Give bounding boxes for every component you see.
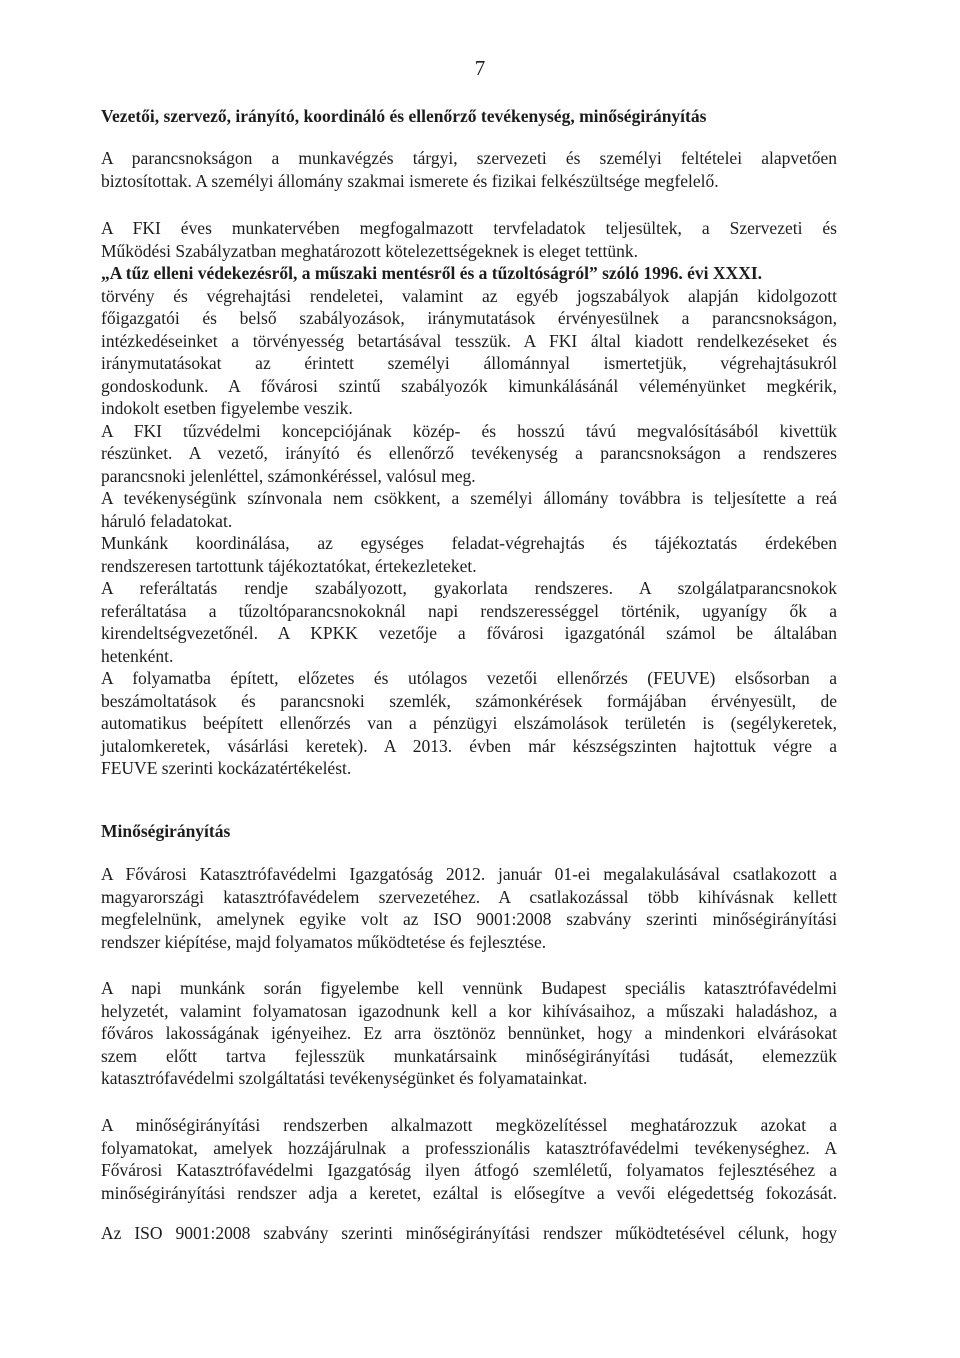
- paragraph-line: A FKI éves munkatervében megfogalmazott tervfeladatok teljesültek, a Szervezeti és: [101, 218, 837, 238]
- paragraph-line: részünket. A vezető, irányító és ellenőrző tevékenység a parancsnokságon a rendszeres: [101, 443, 837, 463]
- paragraph-line: biztosítottak. A személyi állomány szakmai ismerete és fizikai felkészültsége megfelelő.: [101, 170, 719, 191]
- paragraph-line: indokolt esetben figyelembe veszik.: [101, 398, 353, 418]
- section-heading-quality: Minőségirányítás: [101, 821, 231, 841]
- paragraph-line: szem előtt tartva fejlesszük munkatársaink minőségirányítási tudását, elemezzük: [101, 1045, 837, 1066]
- paragraph-line: háruló feladatokat.: [101, 510, 233, 531]
- paragraph-work-plan: [101, 217, 837, 780]
- paragraph-line: jutalomkeretek, vásárlási keretek). A 2013. évben már készségszinten hajtottuk végre a: [101, 735, 837, 756]
- paragraph-line: Az ISO 9001:2008 szabvány szerinti minőségirányítási rendszer működtetésével célunk, hogy: [101, 1223, 837, 1243]
- section-heading-leadership: Vezetői, szervező, irányító, koordináló és ellenőrző tevékenység, minőségirányítás: [101, 106, 707, 126]
- paragraph-line: FEUVE szerinti kockázatértékelést.: [101, 758, 352, 778]
- paragraph-line: Munkánk koordinálása, az egységes feladat-végrehajtás és tájékoztatás érdekében: [101, 533, 837, 553]
- paragraph-line: megfelelnünk, amelynek egyike volt az ISO 9001:2008 szabvány szerinti minőségirányítási: [101, 909, 837, 929]
- paragraph-line: minőségirányítási rendszer adja a keretet, ezáltal is elősegítve a vevői elégedettség fokozását.: [101, 1182, 837, 1203]
- paragraph-line: A folyamatba épített, előzetes és utólagos vezetői ellenőrzés (FEUVE) elsősorban a: [101, 668, 837, 688]
- paragraph-line: folyamatokat, amelyek hozzájárulnak a professzionális katasztrófavédelmi tevékenységhez. A: [101, 1137, 837, 1158]
- paragraph-line: katasztrófavédelmi szolgáltatási tevékenységünket és folyamatainkat.: [101, 1068, 588, 1088]
- paragraph-line: kirendeltségvezetőnél. A KPKK vezetője a fővárosi igazgatónál számol be általában: [101, 623, 837, 643]
- paragraph-line: iránymutatásokat az érintett személyi állománnyal ismertetjük, végrehajtásukról: [101, 353, 837, 373]
- law-title-line: „A tűz elleni védekezésről, a műszaki mentésről és a tűzoltóságról” szóló 1996. évi XXXI.: [101, 263, 763, 283]
- paragraph-line: rendszeresen tartottunk tájékoztatókat, értekezleteket.: [101, 555, 477, 576]
- paragraph-line: referáltatása a tűzoltóparancsnokoknál napi rendszerességgel történik, ugyanígy ők a: [101, 600, 837, 621]
- paragraph-line: A minőségirányítási rendszerben alkalmazott megközelítéssel meghatározzuk azokat a: [101, 1115, 837, 1135]
- paragraph-line: helyzetét, valamint folyamatosan igazodnunk kell a kor kihívásaihoz, a műszaki haladáshoz, a: [101, 1000, 837, 1021]
- page-number: 7: [474, 56, 486, 80]
- paragraph-line: parancsnoki jelenléttel, számonkéréssel, valósul meg.: [101, 465, 476, 486]
- paragraph-line: főigazgatói és belső szabályozások, iránymutatások érvényesülnek a parancsnokságon,: [101, 308, 837, 328]
- paragraph-founding: [101, 863, 837, 953]
- paragraph-daily-work: [101, 977, 837, 1090]
- paragraph-line: automatikus beépített ellenőrzés van a pénzügyi elszámolások területén is (segélykeretek,: [101, 713, 837, 733]
- paragraph-line: A napi munkánk során figyelembe kell vennünk Budapest speciális katasztrófavédelmi: [101, 978, 837, 998]
- paragraph-line: intézkedéseinket a törvényesség betartásával tesszük. A FKI által kiadott rendelkezéseket és: [101, 330, 837, 351]
- paragraph-line: A referáltatás rendje szabályozott, gyakorlata rendszeres. A szolgálatparancsnokok: [101, 578, 837, 598]
- paragraph-line: törvény és végrehajtási rendeletei, valamint az egyéb jogszabályok alapján kidolgozott: [101, 285, 837, 306]
- paragraph-line: hetenként.: [101, 645, 174, 666]
- paragraph-conditions: [101, 147, 837, 192]
- paragraph-line: Működési Szabályzatban meghatározott kötelezettségeknek is eleget tettünk.: [101, 240, 638, 261]
- paragraph-line: A tevékenységünk színvonala nem csökkent, a személyi állomány továbbra is teljesítette a reá: [101, 488, 837, 508]
- paragraph-qms-approach: [101, 1114, 837, 1204]
- paragraph-iso-goal: [101, 1222, 837, 1245]
- paragraph-line: A parancsnokságon a munkavégzés tárgyi, szervezeti és személyi feltételei alapvetően: [101, 148, 837, 168]
- paragraph-line: Fővárosi Katasztrófavédelmi Igazgatóság ilyen átfogó szemléletű, folyamatos fejlesztéséhez a: [101, 1160, 837, 1180]
- paragraph-line: rendszer kiépítése, majd folyamatos működtetése és fejlesztése.: [101, 931, 547, 952]
- paragraph-line: A Fővárosi Katasztrófavédelmi Igazgatóság 2012. január 01-ei megalakulásával csatlakozott a: [101, 864, 837, 884]
- paragraph-line: főváros lakosságának igényeihez. Ez arra ösztönöz bennünket, hogy a mindenkori elvárásokat: [101, 1023, 837, 1043]
- paragraph-line: magyarországi katasztrófavédelem szervezetéhez. A csatlakozással több kihívásnak kellett: [101, 886, 837, 907]
- paragraph-line: beszámoltatások és parancsnoki szemlék, számonkérések formájában érvényesült, de: [101, 690, 837, 711]
- paragraph-line: gondoskodunk. A fővárosi szintű szabályozók kimunkálásánál véleményünket megkérik,: [101, 375, 837, 396]
- paragraph-line: A FKI tűzvédelmi koncepciójának közép- és hosszú távú megvalósításából kivettük: [101, 420, 837, 441]
